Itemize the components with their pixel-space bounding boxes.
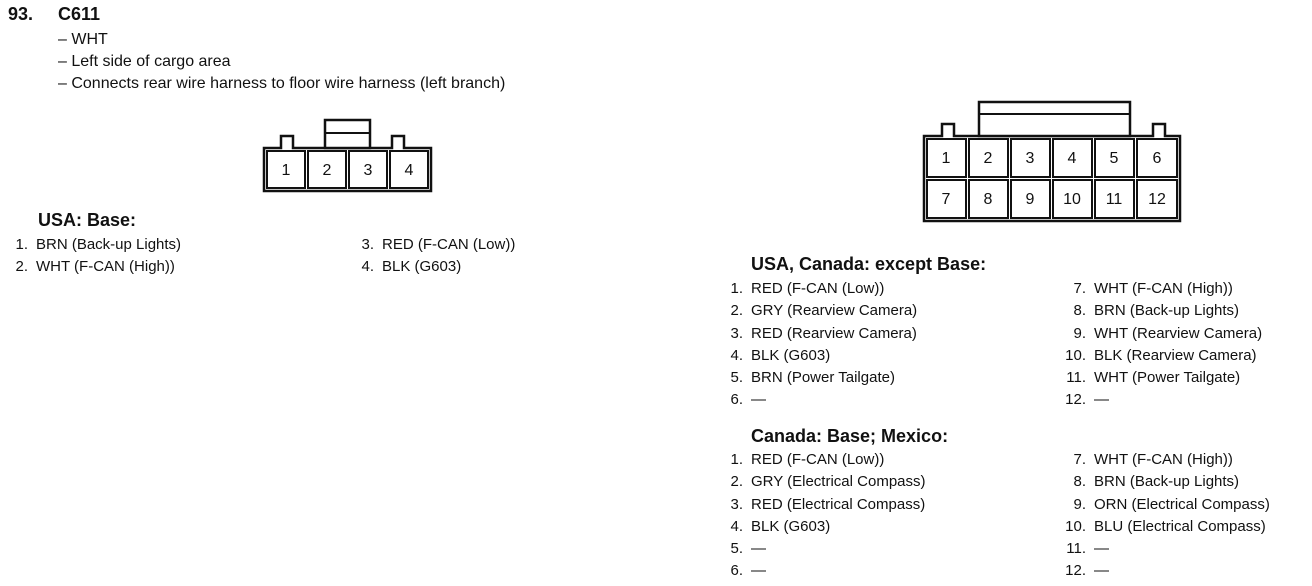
pin-number: 7. [1073,451,1086,468]
list-item [1062,367,1262,389]
pin-description: BLK (G603) [751,346,831,364]
pin-description: — [1094,562,1109,580]
pin-description: BLU (Electrical Compass) [1094,517,1266,535]
except-base-left-list [719,278,917,412]
pin-number: 6. [730,391,743,409]
pin-number: 8. [1073,302,1086,320]
pin-description: — [751,562,766,580]
pin-description: BLK (G603) [751,517,831,535]
list-item [6,234,181,256]
pin-number: 9. [1073,495,1086,513]
pin-number: 4. [730,517,743,535]
large-cell-8: 8 [983,191,993,208]
list-item [719,560,926,582]
pin-number: 4. [730,346,743,364]
connector-id: C611 [58,4,101,24]
large-connector-lock [979,102,1130,136]
connector-location: – Left side of cargo area [58,53,231,70]
pin-description: BRN (Back-up Lights) [36,236,182,253]
pin-description: WHT (F-CAN (High)) [1094,451,1233,468]
large-cell-5: 5 [1109,150,1119,167]
pin-description: BLK (G603) [382,258,462,276]
pin-description: WHT (F-CAN (High)) [1094,280,1233,297]
large-cell-4: 4 [1067,150,1077,167]
large-cell-1: 1 [941,150,951,167]
pin-description: WHT (Power Tailgate) [1094,369,1241,387]
pin-description: BRN (Back-up Lights) [1094,302,1240,320]
list-item [719,278,917,300]
canada-mexico-right-list [1062,449,1270,583]
pin-number: 2. [15,258,28,276]
pin-description: — [1094,540,1109,558]
list-item [1062,323,1262,345]
list-item [719,494,926,516]
pin-description: — [1094,391,1109,409]
pin-description: WHT (F-CAN (High)) [36,258,175,276]
list-item [719,471,926,493]
large-cell-7: 7 [941,191,951,208]
pin-number: 2. [730,302,743,320]
usa-base-right-list [352,234,515,279]
usa-base-left-list [6,234,181,279]
pin-number: 5. [730,540,743,558]
list-item [1062,278,1262,300]
list-item [1062,300,1262,322]
pin-description: RED (F-CAN (Low)) [751,451,885,468]
list-item [1062,345,1262,367]
pin-description: WHT (Rearview Camera) [1094,324,1263,342]
pin-description: GRY (Rearview Camera) [751,302,918,320]
list-item [719,367,917,389]
small-cell-1: 1 [281,162,291,179]
pin-number: 2. [730,473,743,491]
list-item [1062,560,1270,582]
list-item [1062,494,1270,516]
pin-number: 1. [15,236,28,253]
pin-description: — [751,540,766,558]
usa-base-title: USA: Base: [38,210,137,230]
pin-number: 9. [1073,324,1086,342]
except-base-right-list [1062,278,1262,412]
pin-description: BRN (Power Tailgate) [751,369,895,387]
list-item [1062,538,1270,560]
small-cell-4: 4 [404,162,414,179]
pin-number: 3. [730,495,743,513]
pin-description: RED (Rearview Camera) [751,324,917,342]
pin-description: BLK (Rearview Camera) [1094,346,1257,364]
list-item [1062,471,1270,493]
list-item [1062,516,1270,538]
pin-description: — [751,391,766,409]
list-item [719,516,926,538]
pin-number: 11. [1066,369,1086,387]
pin-number: 5. [730,369,743,387]
list-item [6,256,181,278]
list-item [352,256,515,278]
pin-number: 7. [1073,280,1086,297]
large-cell-3: 3 [1025,150,1035,167]
list-item [719,389,917,411]
connector-color: – WHT [58,31,108,48]
small-connector-diagram [264,120,431,191]
connector-purpose: – Connects rear wire harness to floor wire harness (left branch) [58,75,506,92]
canada-mexico-title: Canada: Base; Mexico: [751,426,949,446]
pin-number: 10. [1065,517,1086,535]
list-item [719,300,917,322]
large-connector-diagram [924,102,1180,221]
large-cell-11: 11 [1105,191,1123,208]
large-cell-10: 10 [1063,191,1081,208]
pin-description: RED (Electrical Compass) [751,495,926,513]
pin-number: 11. [1066,540,1086,558]
large-cell-12: 12 [1148,191,1166,208]
list-item [1062,449,1270,471]
pin-number: 4. [361,258,374,276]
small-cell-3: 3 [363,162,373,179]
list-item [719,345,917,367]
pin-description: BRN (Back-up Lights) [1094,473,1240,491]
pin-number: 1. [730,451,743,468]
pin-number: 10. [1065,346,1086,364]
pin-number: 12. [1065,391,1086,409]
pin-description: RED (F-CAN (Low)) [751,280,885,297]
list-item [352,234,515,256]
pin-number: 3. [730,324,743,342]
list-item [719,449,926,471]
list-item [719,538,926,560]
list-item [1062,389,1262,411]
canada-mexico-left-list [719,449,926,583]
small-cell-2: 2 [322,162,332,179]
large-cell-6: 6 [1152,150,1162,167]
pin-description: RED (F-CAN (Low)) [382,236,516,253]
pin-description: ORN (Electrical Compass) [1094,495,1270,513]
pin-description: GRY (Electrical Compass) [751,473,926,491]
large-cell-2: 2 [983,150,993,167]
pin-number: 1. [730,280,743,297]
pin-number: 8. [1073,473,1086,491]
pin-number: 6. [730,562,743,580]
connector-number: 93. [8,4,34,24]
large-cell-9: 9 [1025,191,1035,208]
except-base-title: USA, Canada: except Base: [751,254,987,274]
list-item [719,323,917,345]
pin-number: 12. [1065,562,1086,580]
pin-number: 3. [361,236,374,253]
